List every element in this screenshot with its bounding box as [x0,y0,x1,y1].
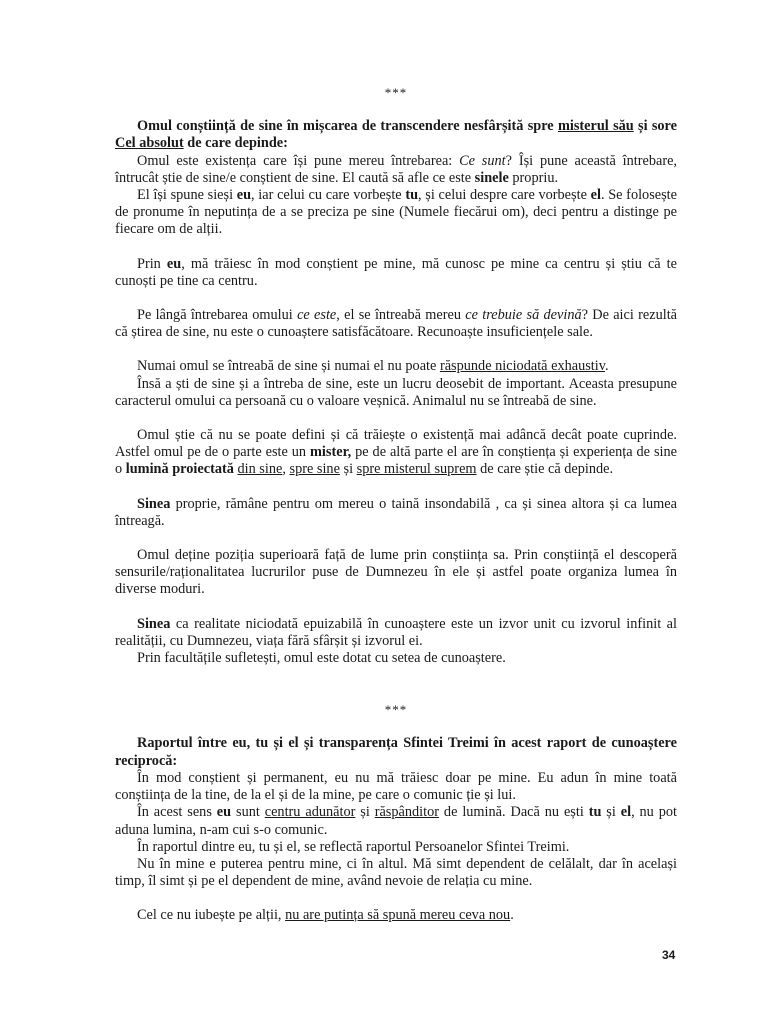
section-separator: *** [384,85,408,100]
paragraph: Omul știe că nu se poate defini și că trăiește o existență mai adâncă decât poate cuprinde. Astfel omul pe de o parte este un mister, pe de altă parte el are în conștiența și experiența de sine o lumină proiectată din sine, spre sine și spre misterul suprem de care știe că depinde. [115,427,677,478]
paragraph: În acest sens eu sunt centru adunător și răspânditor de lumină. Dacă nu ești tu și el, nu pot aduna lumina, n-am cui s-o comunic. [115,804,677,838]
section-heading-2: Raportul între eu, tu și el și transparența Sfintei Treimi în acest raport de cunoaștere reciprocă: [115,735,677,769]
paragraph: Omul deține poziția superioară față de lume prin conștiința sa. Prin conștiință el descoperă sensurile/raționalitatea lucrurilor puse de Dumnezeu în ele și astfel poate organiza lumea în diverse moduri. [115,547,677,598]
paragraph: Omul este existența care își pune mereu întrebarea: Ce sunt? Își pune această întrebare, întrucât știe de sine/e conștient de sine. El caută să afle ce este sinele propriu. [115,152,678,186]
paragraph: Însă a ști de sine și a întreba de sine, este un lucru deosebit de important. Aceasta presupune caracterul omului ca persoană cu o valoare veșnică. Animalul nu se întreabă de sine. [115,375,677,409]
section-separator: *** [384,702,408,718]
paragraph: În raportul dintre eu, tu și el, se reflectă raportul Persoanelor Sfintei Treimi. [137,838,570,855]
paragraph: Sinea proprie, rămâne pentru om mereu o taină insondabilă , ca și sinea altora și ca lumea întreagă. [115,495,677,529]
section-heading-1: Omul conștiință de sine în mișcarea de transcendere nesfârșită spre misterul său și sore Cel absolut de care depinde: [115,118,677,152]
document-page [115,84,677,925]
paragraph: Numai omul se întreabă de sine și numai el nu poate răspunde niciodată exhaustiv. [137,358,609,375]
paragraph: Cel ce nu iubește pe alții, nu are putința să spună mereu ceva nou. [137,907,514,924]
paragraph: Pe lângă întrebarea omului ce este, el se întreabă mereu ce trebuie să devină? De aici rezultă că știrea de sine, nu este o cunoaștere satisfăcătoare. Recunoaște insuficiențele sale. [115,307,678,341]
paragraph: Sinea ca realitate niciodată epuizabilă în cunoaștere este un izvor unit cu izvorul infinit al realității, cu Dumnezeu, viața fără sfârșit și izvorul ei. [115,615,677,649]
paragraph: În mod conștient și permanent, eu nu mă trăiesc doar pe mine. Eu adun în mine toată conștiința de la tine, de la el și de la mine, pe care o comunic ție și lui. [115,769,677,804]
paragraph: Prin eu, mă trăiesc în mod conștient pe mine, mă cunosc pe mine ca centru și știu că te cunoști pe tine ca centru. [115,255,677,289]
paragraph: El își spune sieși eu, iar celui cu care vorbește tu, și celui despre care vorbește el. Se folosește de pronume în neputința de a se preciza pe sine (Numele fiecărui om), deci pentru a distinge pe fiecare om de alții. [115,187,678,238]
paragraph: Prin facultățile sufletești, omul este dotat cu setea de cunoaștere. [137,650,506,667]
paragraph: Nu în mine e puterea pentru mine, ci în altul. Mă simt dependent de celălalt, dar în același timp, îl simt și pe el dependent de mine, având nevoie de relația cu mine. [115,855,677,890]
page-number: 34 [662,948,676,962]
